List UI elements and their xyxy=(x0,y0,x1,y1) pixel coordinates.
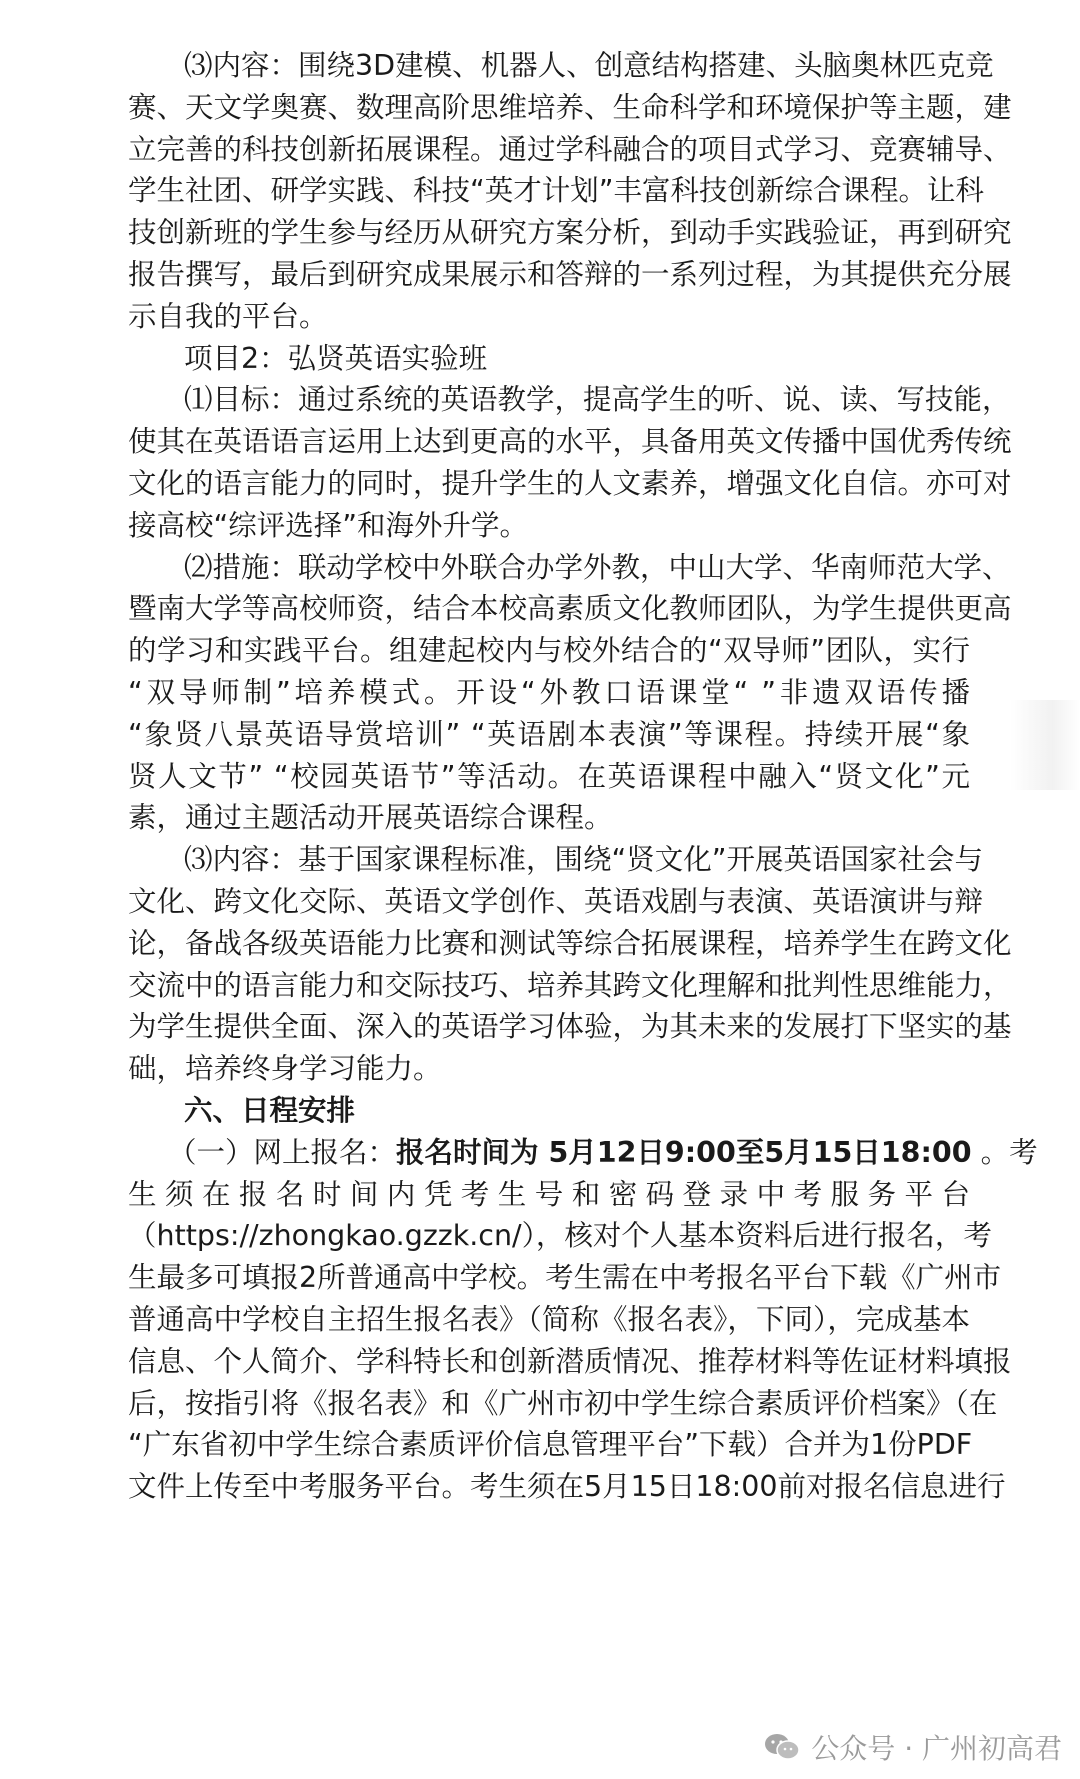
text-line: 暨南大学等高校师资，结合本校高素质文化教师团队，为学生提供更高 xyxy=(128,592,1012,626)
text-line: 生最多可填报2所普通高中学校。考生需在中考报名平台下载《广州市 xyxy=(128,1261,1002,1295)
text-line: 贤人文节” “校园英语节”等活动。在英语课程中融入“贤文化”元 xyxy=(128,759,970,793)
text-line: 为学生提供全面、深入的英语学习体验，为其未来的发展打下坚实的基 xyxy=(128,1010,1012,1044)
registration-lead: （一）网上报名： xyxy=(168,1135,397,1169)
text-line: ⑴目标：通过系统的英语教学，提高学生的听、说、读、写技能， xyxy=(184,383,1011,417)
text-line: 项目2：弘贤英语实验班 xyxy=(184,341,488,375)
text-line: 技创新班的学生参与经历从研究方案分析，到动手实践验证，再到研究 xyxy=(128,216,1012,250)
text-line: 示自我的平台。 xyxy=(128,299,328,333)
text-line: ⑶内容：基于国家课程标准，围绕“贤文化”开展英语国家社会与 xyxy=(184,843,984,877)
registration-tail: 。考 xyxy=(971,1135,1038,1169)
text-line: 文化的语言能力的同时，提升学生的人文素养，增强文化自信。亦可对 xyxy=(128,467,1012,500)
text-line: ⑶内容：围绕3D建模、机器人、创意结构搭建、头脑奥林匹克竞 xyxy=(184,49,994,82)
wechat-icon xyxy=(763,1732,801,1762)
text-line: “双导师制”培养模式。开设“外教口语课堂“ ”非遗双语传播 xyxy=(128,676,970,709)
text-line: “广东省初中学生综合素质评价信息管理平台”下载）合并为1份PDF xyxy=(128,1428,973,1462)
text-line: 报告撰写，最后到研究成果展示和答辩的一系列过程，为其提供充分展 xyxy=(128,258,1012,291)
registration-line xyxy=(168,1129,1038,1177)
text-line: 论，备战各级英语能力比赛和测试等综合拓展课程，培养学生在跨文化 xyxy=(128,926,1012,960)
text-line: （https://zhongkao.gzzk.cn/），核对个人基本资料后进行报名，考 xyxy=(128,1219,992,1253)
section-heading: 六、日程安排 xyxy=(184,1094,356,1127)
text-line: 信息、个人简介、学科特长和创新潜质情况、推荐材料等佐证材料填报 xyxy=(128,1344,1012,1378)
text-line: 素，通过主题活动开展英语综合课程。 xyxy=(128,801,613,835)
text-line: 接高校“综评选择”和海外升学。 xyxy=(128,508,529,542)
text-line: 础，培养终身学习能力。 xyxy=(128,1052,442,1086)
text-line: 学生社团、研学实践、科技“英才计划”丰富科技创新综合课程。让科 xyxy=(128,174,985,208)
text-line: ⑵措施：联动学校中外联合办学外教，中山大学、华南师范大学、 xyxy=(184,550,1011,584)
text-line: 交流中的语言能力和交际技巧、培养其跨文化理解和批判性思维能力， xyxy=(128,968,1012,1002)
faint-watermark-mark xyxy=(1010,700,1080,790)
text-line: 文件上传至中考服务平台。考生须在5月15日18:00前对报名信息进行 xyxy=(128,1470,1006,1504)
text-line: 使其在英语语言运用上达到更高的水平，具备用英文传播中国优秀传统 xyxy=(128,425,1012,459)
registration-time: 报名时间为 5月12日9:00至5月15日18:00 xyxy=(396,1135,972,1169)
text-line: 后，按指引将《报名表》和《广州市初中学生综合素质评价档案》（在 xyxy=(128,1386,998,1420)
watermark xyxy=(763,1727,1062,1767)
text-line: 赛、天文学奥赛、数理高阶思维培养、生命科学和环境保护等主题，建 xyxy=(128,90,1012,124)
text-line: 生须在报名时间内凭考生号和密码登录中考服务平台 xyxy=(128,1177,970,1211)
text-line: 的学习和实践平台。组建起校内与校外结合的“双导师”团队，实行 xyxy=(128,634,970,668)
text-line: 立完善的科技创新拓展课程。通过学科融合的项目式学习、竞赛辅导、 xyxy=(128,132,1012,166)
text-line: “象贤八景英语导赏培训” “英语剧本表演”等课程。持续开展“象 xyxy=(128,717,970,751)
watermark-text: 公众号 · 广州初高君 xyxy=(811,1732,1062,1765)
text-line: 文化、跨文化交际、英语文学创作、英语戏剧与表演、英语演讲与辩 xyxy=(128,885,984,918)
text-line: 普通高中学校自主招生报名表》（简称《报名表》，下同），完成基本 xyxy=(128,1303,970,1336)
